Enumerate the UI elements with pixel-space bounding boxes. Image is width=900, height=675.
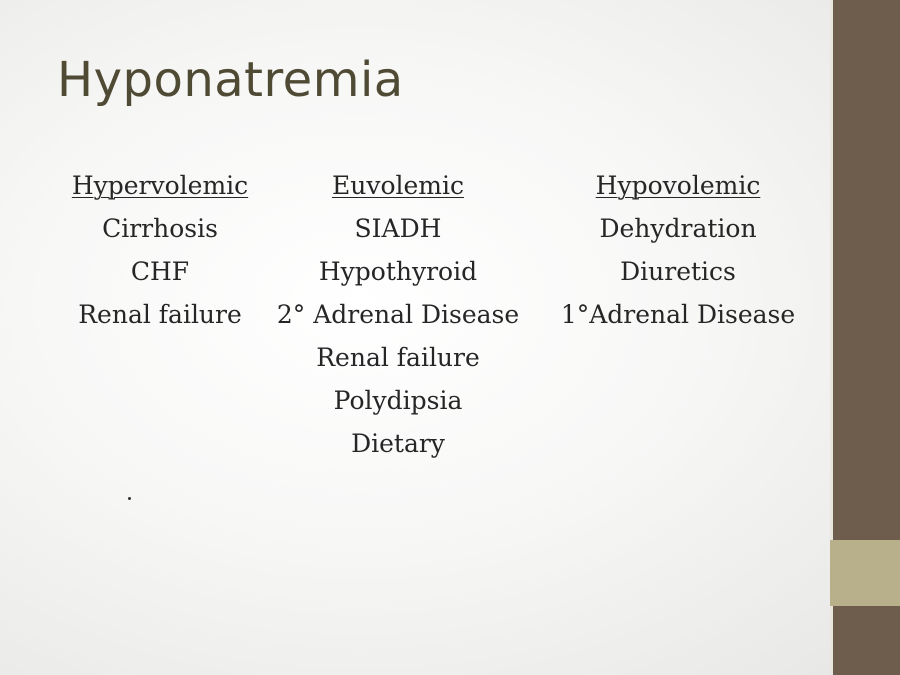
column-heading: Hypovolemic [595, 171, 761, 200]
list-item: 1°Adrenal Disease [560, 300, 796, 329]
list-item: SIADH [354, 214, 442, 243]
list-item: Dietary [351, 429, 445, 458]
column-euvolemic [270, 164, 526, 465]
slide-title: Hyponatremia [57, 52, 404, 108]
list-item: 2° Adrenal Disease [276, 300, 520, 329]
column-hypovolemic [550, 164, 806, 336]
list-item: Dehydration [599, 214, 757, 243]
list-item: Hypothyroid [318, 257, 478, 286]
sidebar-decoration [830, 0, 900, 675]
stray-dot [128, 497, 131, 500]
column-heading: Hypervolemic [71, 171, 249, 200]
list-item: Renal failure [316, 343, 480, 372]
list-item: Cirrhosis [102, 214, 218, 243]
list-item: Diuretics [620, 257, 736, 286]
list-item: Polydipsia [333, 386, 463, 415]
sidebar-accent-block [830, 540, 900, 606]
list-item: CHF [130, 257, 190, 286]
column-hypervolemic [60, 164, 260, 336]
column-heading: Euvolemic [331, 171, 465, 200]
list-item: Renal failure [78, 300, 242, 329]
